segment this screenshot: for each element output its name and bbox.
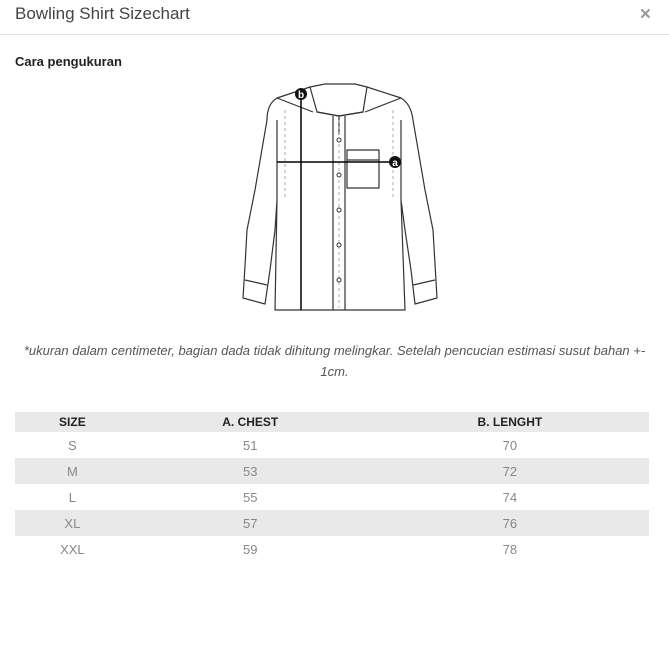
column-header-chest: A. CHEST xyxy=(130,412,371,432)
length-cell: 70 xyxy=(502,437,518,453)
size-chart-table xyxy=(15,412,649,562)
column-header-size: SIZE xyxy=(15,412,130,432)
table-header-row xyxy=(15,412,649,432)
table-row xyxy=(15,432,649,458)
table-row xyxy=(15,458,649,484)
section-label: Cara pengukuran xyxy=(15,54,122,69)
close-icon[interactable]: × xyxy=(639,4,651,25)
marker-a-label: a xyxy=(392,158,398,169)
size-cell: XL xyxy=(15,510,130,536)
size-cell: S xyxy=(68,437,77,453)
modal-header xyxy=(0,0,669,35)
modal-title: Bowling Shirt Sizechart xyxy=(15,4,190,23)
column-header-length: B. LENGHT xyxy=(371,412,649,432)
length-cell: 78 xyxy=(502,541,518,557)
size-cell: XXL xyxy=(60,541,85,557)
size-cell: L xyxy=(68,489,76,505)
chest-cell: 59 xyxy=(243,541,258,557)
chest-cell: 53 xyxy=(130,458,371,484)
length-cell: 72 xyxy=(371,458,649,484)
marker-b-label: b xyxy=(297,90,305,101)
size-cell: M xyxy=(15,458,130,484)
shirt-measurement-diagram xyxy=(215,80,450,315)
chest-cell: 57 xyxy=(130,510,371,536)
length-cell: 74 xyxy=(502,489,518,505)
chest-cell: 51 xyxy=(243,437,258,453)
length-cell: 76 xyxy=(371,510,649,536)
table-row xyxy=(15,510,649,536)
measurement-note: *ukuran dalam centimeter, bagian dada tidak dihitung melingkar. Setelah pencucian estimasi susut bahan +- 1cm. xyxy=(23,343,646,379)
chest-cell: 55 xyxy=(243,489,258,505)
table-row xyxy=(15,536,649,562)
table-row xyxy=(15,484,649,510)
